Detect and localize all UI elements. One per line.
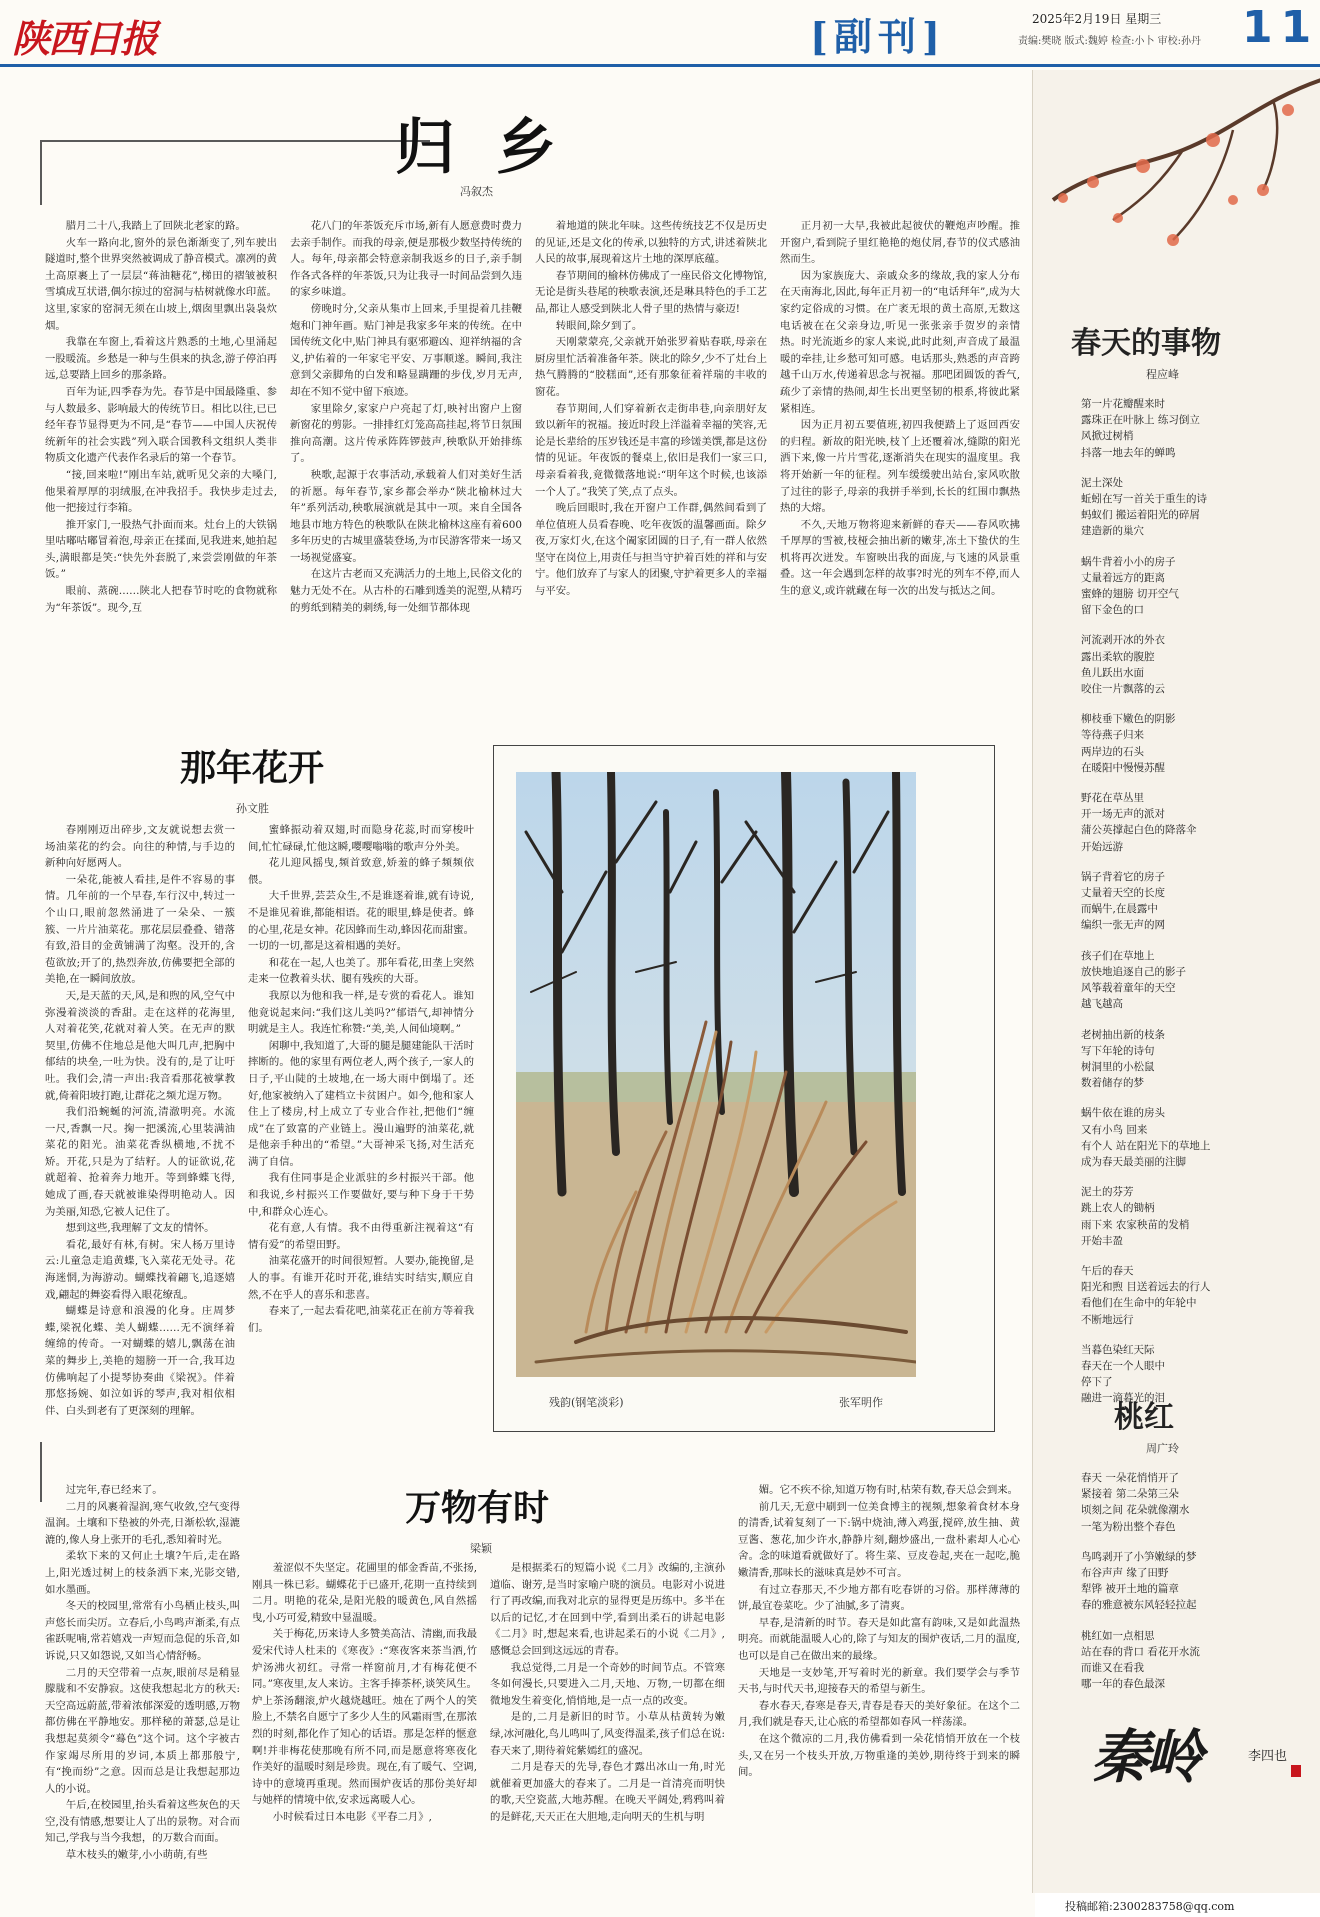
paragraph: 看花,最好有林,有树。宋人杨万里诗云:儿童急走追黄蝶,飞入菜花无处寻。花海迷惘,为海游动。蝴蝶找着翩飞,追逐嬉戏,翩起的舞姿看得入眼花缭乱。: [45, 1238, 235, 1301]
poem-line: 开一场无声的派对: [1081, 808, 1165, 821]
newspaper-logo: 陕西日报: [12, 16, 157, 61]
poem-line: 丈量着天空的长度: [1081, 887, 1165, 900]
paragraph: 关于梅花,历来诗人多赞美高洁、清幽,而我最爱宋代诗人杜耒的《寒夜》:“寒夜客来茶当酒,竹炉汤沸火初红。寻常一样窗前月,才有梅花便不同。”寒夜里,友人来访。主客手捧茶杯,谈笑风生。炉上茶汤翻滚,炉火越烧越旺。烛在了两个人的笑脸上,不禁名自愿宁了多少人生的风霜雨雪,在那浓烈的时刻,都化作了知心的话语。那是怎样的惬意啊!并非梅花使那晚有所不同,而是愿意将寒夜化作美好的温暖时刻是珍贵。现在,有了暖气、空调,诗中的意境再重现。然而围炉夜话的那份美好却与她样的情境中依,安求远离暖人心。: [252, 1628, 477, 1807]
paragraph: 蜜蜂振动着双翅,时而隐身花蕊,时而穿梭叶间,忙忙碌碌,忙他这瞬,嘤嘤嗡嗡的歌声分外美。: [248, 824, 474, 853]
poem-line: 开始丰盈: [1081, 1234, 1123, 1247]
seal-stamp: [1291, 1765, 1301, 1777]
poem-line: 建造新的巢穴: [1081, 525, 1144, 538]
paragraph: 花八门的年茶饭充斥市场,新有人愿意费时费力去亲手制作。而我的母亲,便是那极少数坚持传统的人。每年,母亲都会特意亲制我返乡的日子,亲手制作各式各样的年茶饭,只为让我寻一时间品尝到久违的家乡味道。: [290, 220, 522, 299]
poem-line: 当暮色染红天际: [1081, 1343, 1155, 1356]
poem-line: 春的雅意被东风轻轻拉起: [1081, 1599, 1197, 1612]
article-column: [290, 218, 522, 695]
poem-line: 顷刻之间 花朵就像潮水: [1081, 1504, 1190, 1517]
paragraph: 二月是春天的先导,春色才露出冰山一角,时光就催着更加盛大的春来了。二月是一首清亮而明快的歌,天空瓷蓝,大地苏醒。在晚天平阔处,鸦鸦叫着的是鲜花,天天正在大胆地,走向明天的生机与明: [490, 1761, 725, 1823]
poem-line: 树洞里的小松鼠: [1081, 1060, 1155, 1073]
paragraph: 花有意,人有情。我不由得重新注视着这“有情有爱”的希望田野。: [248, 1222, 474, 1251]
title-frame-top: [40, 140, 430, 142]
article-column: [45, 218, 277, 695]
poem-line: 蚯蚓在写一首关于重生的诗: [1081, 493, 1207, 506]
paragraph: 羞涩似不失坚定。花圃里的郁金香苗,不张扬,刚具一株已彩。蝴蝶花于已盛开,花期一直持续到二月。明艳的花朵,是阳光般的暖黄色,风自然摇曳,小巧可爱,精致中显温暖。: [252, 1562, 477, 1624]
paragraph: 不久,天地万物将迎来新鲜的春天——春风吹拂千厚厚的雪被,枝桠会抽出新的嫩芽,冻土下蛰伏的生机将再次迸发。车窗映出我的面庞,与飞速的风景重叠。这一年会遇到怎样的故事?时光的列车不停,而人生的意义,或许就藏在每一次的出发与抵达之间。: [780, 518, 1020, 598]
article-column: [780, 218, 1020, 695]
poem-stanza: [1081, 554, 1311, 619]
poem-line: 看他们在生命中的年轮中: [1081, 1297, 1197, 1310]
poem-line: 野花在草丛里: [1081, 792, 1144, 805]
poem-stanza: [1081, 711, 1311, 776]
poem-line: 孩子们在草地上: [1081, 949, 1155, 962]
poem-stanza: [1081, 475, 1311, 540]
poem-line: 泥土的芬芳: [1081, 1186, 1134, 1199]
article-column: [490, 1560, 725, 1890]
paragraph: 蝴蝶是诗意和浪漫的化身。庄周梦蝶,梁祝化蝶、美人蝴蝶……无不演绎着缠绵的传奇。一对蝴蝶的嬉儿,飘荡在油菜的舞步上,美艳的翅膀一开一合,我耳边仿佛响起了小提琴协奏曲《梁祝》。伴着那悠扬婉、如泣如诉的琴声,我对相依相伴、白头到老有了更深刻的理解。: [45, 1305, 235, 1417]
paragraph: 二月的天空带着一点灰,眼前尽是稍显朦胧和不安静寂。这使我想起北方的秋天:天空高远蔚蓝,带着浓郁深爱的透明感,万物都仿佛在平静地安。那样秘的萧瑟,总是让我想起莫须令“蓦色”这个词。这个字被古作家竭尽所用的岁词,本质上都那般宁,有“挽而纷”之意。因而总是让我想起那边人的小说。: [45, 1666, 240, 1795]
article-column: [252, 1560, 477, 1890]
poem-line: 阳光和煦 目送着远去的行人: [1081, 1281, 1211, 1294]
article-author: 冯叙杰: [460, 185, 493, 198]
poem-line: 放快地追逐自己的影子: [1081, 965, 1186, 978]
paragraph: 我有住同事是企业派驻的乡村振兴干部。他和我说,乡村振兴工作要做好,要与种下身于干势中,和群众心连心。: [248, 1172, 474, 1218]
poem-line: 编织一张无声的网: [1081, 919, 1165, 932]
title-frame-left: [40, 140, 42, 205]
paragraph: 有过立春那天,不少地方都有吃春饼的习俗。那样薄薄的饼,最宜卷菜吃。少了油腻,多了清爽。: [738, 1583, 1020, 1613]
paragraph: 花儿迎风摇曳,频首致意,娇羞的蜂子频频依偎。: [248, 857, 474, 886]
paragraph: 百年为证,四季春为先。春节是中国最隆重、参与人数最多、影响最大的传统节日。相比以往,已已经年春节显得更为不同,是“春节——中国人庆祝传统新年的社会实践”列入联合国教科文组织人类非物质文化遗产代表作名录后的第一个春节。: [45, 385, 277, 465]
paragraph: 我原以为他和我一样,是专赏的看花人。谁知他竟说起来问:“我们这儿美吗?”郁语气,却神情分明就是主人。我连忙称赞:“美,美,人间仙境啊。”: [248, 989, 474, 1036]
paragraph: 因为家族庞大、亲戚众多的缘故,我的家人分布在天南海北,因此,每年正月初一的“电话拜年”,成为大家约定俗成的习惯。在广袤无垠的黄土高原,无数这电话被在在父亲身边,听见一张张亲手贺岁的亲情热。时光流逝乡的家人来说,此时此刻,声音成了最温暖的牵挂,让乡愁可知可感。电话那头,熟悉的声音跨越千山万水,传递着思念与祝福。那吧团圆饭的香气,疏少了亲情的热闹,却生长出更坚韧的根系,将彼此紧紧相连。: [780, 269, 1020, 415]
poem-line: 蜗牛依在谁的房头: [1081, 1107, 1165, 1120]
paragraph: 想到这些,我理解了文友的情怀。: [65, 1222, 215, 1235]
poem-line: 停下了: [1081, 1376, 1113, 1389]
poem-stanza: [1081, 948, 1311, 1013]
poem-line: 哪一年的春色最深: [1081, 1678, 1165, 1691]
illustration-title: 残韵(钢笔淡彩): [549, 1396, 624, 1409]
article-column: [535, 218, 767, 695]
poem-author: 周广玲: [1146, 1442, 1179, 1455]
poem-line: 开始远游: [1081, 840, 1123, 853]
paragraph: 晚后回眼时,我在开窗户工作群,偶然间看到了单位值班人员看春晚、吃年夜饭的温馨画面。除夕夜,万家灯火,在这个阖家团圆的日子,有一群人依然坚守在岗位上,用责任与担当守护着百姓的祥和与安宁。他们放弃了与家人的团聚,守护着更多人的幸福与平安。: [535, 502, 767, 598]
article-author: 梁颖: [470, 1542, 492, 1555]
paragraph: 秧歌,起源于农事活动,承载着人们对美好生活的祈愿。每年春节,家乡都会举办“陕北榆林过大年”系列活动,秧歌展演就是其中一项。来自全国各地县市地方特色的秧歌队在陕北榆林这座有着600多年历史的古城里盛装登场,为市民游客带来一场又一场视觉盛宴。: [290, 468, 522, 564]
poem-stanza: [1081, 790, 1311, 855]
paragraph: 因为正月初五要值班,初四我便踏上了返回西安的归程。新故的阳光映,枝丫上还覆着冰,缝隙的阳光洒下来,像一片片雪花,逐渐消失在现实的温度里。我将开始新一年的征程。列车缓缓驶出站台,家风吹散了过往的影子,母亲的我拼手举到,长长的红围巾飘热热的大熔。: [780, 419, 1020, 515]
paragraph: 转眼间,除夕到了。: [555, 319, 643, 332]
poem-stanza: [1081, 1263, 1311, 1328]
paragraph: 在这个微凉的二月,我仿佛看到一朵花悄悄开放在一个枝头,又在另一个枝头开放,万物重逢的美妙,期待终于到来的瞬间。: [738, 1732, 1020, 1779]
paragraph: 一朵花,能被人看挂,是件不容易的事情。几年前的一个早春,车行汉中,转过一个山口,眼前忽然涌进了一朵朵、一簇簇、一片片油菜花。那花层层叠叠、错落有致,沿目的金黄铺满了沟壑。没开的,含苞欲放;开了的,热烈奔放,仿佛要把全部的美艳,在一瞬间放放。: [45, 873, 235, 986]
poem-line: 而谁又在看我: [1081, 1662, 1144, 1675]
poem-line: 布谷声声 缘了田野: [1081, 1567, 1169, 1580]
poem-stanza: [1081, 1549, 1311, 1614]
paragraph: 我们沿蜿蜒的河流,清澈明亮。水流一尺,香飘一尺。掬一把溪流,心里装满油菜花的阳光。油菜花香纵横地,不扰不矫。开花,只是为了结籽。人的证欲说,花就超着、抢着奔力地开。等到蜂蝶飞得,她成了画,春天就被谁染得明艳动人。因为美丽,知恐,它被人记住了。: [45, 1106, 235, 1218]
poem-title: 桃红: [1114, 1400, 1174, 1435]
paragraph: 我总觉得,二月是一个奇妙的时间节点。不管寒冬如何漫长,只要进入二月,天地、万物,一切都在细微地发生着变化,悄悄地,是一点一点的改变。: [490, 1661, 725, 1707]
paragraph: 媚。它不疾不徐,知道万物有时,枯荣有数,春天总会到来。: [758, 1484, 1019, 1496]
article-author: 孙文胜: [236, 802, 269, 815]
issue-date: 2025年2月19日 星期三: [1032, 12, 1162, 26]
paragraph: 前几天,无意中刷到一位美食博主的视频,想象着食材本身的清香,试着复刻了一下:锅中烧油,薄入鸡蛋,搅碎,放生抽、黄豆酱、葱花,加少许水,静静片刻,翻炒盛出,一盘朴素却人心心舍。念的味道看就做好了。将生菜、豆皮卷起,夹在一起吃,脆嫩清香,那味长的滋味真是妙不可言。: [738, 1500, 1020, 1579]
poem-line: 咬住一片飘落的云: [1081, 683, 1165, 696]
paragraph: 和花在一起,人也美了。那年看花,田垄上突然走来一位教着头状、腿有残疾的大哥。: [248, 956, 474, 986]
poem-line: 老树抽出新的枝条: [1081, 1028, 1165, 1041]
poem-line: 风掀过树梢: [1081, 430, 1134, 443]
editor-credits: 责编:樊晓 版式:魏婷 检查:小卜 审校:孙丹: [1018, 36, 1202, 47]
paragraph: 天,是天蓝的天,风,是和煦的风,空气中弥漫着淡淡的香甜。走在这样的花海里,人对着花笑,花就对着人笑。在无声的默契里,仿佛不住地总是他大叫几声,把胸中郁结的块垒,一吐为快。没有的,是了让吁吐。我们会,清一声出:我音看那花被掌教就,倚着阳坡打跑,让群花之频尤逞万物。: [45, 989, 235, 1102]
paragraph: 腊月二十八,我踏上了回陕北老家的路。: [65, 220, 246, 232]
poem-line: 丈量着远方的距离: [1081, 571, 1165, 584]
paragraph: 柔软下来的又何止土壤?午后,走在路上,阳光透过树上的枝条洒下来,光影交错,如水墨画。: [45, 1550, 240, 1596]
poem-line: 蒲公英撑起白色的降落伞: [1081, 824, 1197, 837]
poem-stanza: [1081, 396, 1311, 461]
paragraph: 春刚刚迈出碎步,文友就说想去赏一场油菜花的约会。向往的种情,与手边的新种向好愿两人。: [45, 824, 235, 870]
poem-line: 有个人 站在阳光下的草地上: [1081, 1139, 1211, 1152]
article-title: 归 乡: [395, 113, 566, 183]
poem-title: 春天的事物: [1071, 326, 1221, 361]
contact-bar: [1035, 1893, 1320, 1917]
poem-line: 午后的春天: [1081, 1264, 1134, 1277]
contact-email: 投稿邮箱:2300283758@qq.com: [1065, 1900, 1235, 1913]
illustration-artist: 张军明作: [839, 1396, 883, 1409]
poem-line: 紧接着 第二朵第三朵: [1081, 1488, 1179, 1501]
poem-line: 锅子背着它的房子: [1081, 870, 1165, 883]
illustration-frame: [493, 745, 995, 1432]
poem-body: [1081, 1470, 1311, 1706]
poem-line: 抖落一地去年的蝉鸣: [1081, 446, 1176, 459]
poem-line: 在暖阳中慢慢苏醒: [1081, 761, 1165, 774]
seal-signature: 李四也: [1248, 1749, 1288, 1764]
poem-line: 露珠正在叶脉上 练习倒立: [1081, 414, 1200, 427]
paragraph: 草木枝头的嫩芽,小小萌萌,有些: [65, 1849, 208, 1862]
article-title: 那年花开: [180, 748, 325, 789]
poem-stanza: [1081, 869, 1311, 934]
paragraph: 午后,在校园里,抬头看着这些灰色的天空,没有情感,想要让人了出的景物。对合而知己,学我与当今我想，的万数合而面。: [45, 1799, 240, 1845]
page-number: 11: [1242, 2, 1320, 53]
paragraph: 油菜花盛开的时间很短暂。人要办,能挽留,是人的事。有谁开花时开花,谁结实时结实,顺应自然,不在乎人的喜乐和悲喜。: [248, 1255, 474, 1301]
paragraph: 天刚蒙蒙亮,父亲就开始张罗着贴春联,母亲在厨房里忙活着准备年茶。陕北的除夕,少不了灶台上热气腾腾的“胶糕面”,还有那象征着祥瑞的丰收的窗花。: [535, 336, 767, 398]
poem-line: 鸟鸣剥开了小笋嫩绿的梦: [1081, 1550, 1197, 1563]
poem-line: 跳上农人的锄柄: [1081, 1202, 1155, 1215]
poem-line: 柳枝垂下嫩色的阴影: [1081, 713, 1176, 726]
paragraph: 过完年,春已经来了。: [65, 1484, 163, 1496]
poem-line: 两岸边的石头: [1081, 745, 1144, 758]
section-tag: [副刊]: [810, 14, 946, 59]
poem-stanza: [1081, 1105, 1311, 1170]
poem-line: 留下金色的口: [1081, 604, 1144, 617]
poem-stanza: [1081, 1027, 1311, 1092]
poem-line: 越飞越高: [1081, 998, 1123, 1011]
poem-line: 桃红如一点相思: [1081, 1629, 1155, 1642]
paragraph: 在这片古老而又充满活力的土地上,民俗文化的魅力无处不在。从古朴的石雕到透美的泥塑,从精巧的剪纸到精美的刺绣,每一处细节都体现: [290, 568, 522, 614]
poem-line: 春天在一个人眼中: [1081, 1359, 1165, 1372]
paragraph: 冬天的校园里,常常有小鸟栖止枝头,叫声悠长而尖厉。立春后,小鸟鸣声渐柔,有点雀跃呢喃,常若嬉戏一声短而急促的乐音,如诉说,只又如怨说,又如当心情舒畅。: [45, 1600, 240, 1662]
paragraph: 春水春天,春寒是春天,青春是春天的美好象征。在这个二月,我们就是春天,让心底的希望都如春风一样荡漾。: [738, 1699, 1020, 1729]
article-column: [45, 822, 235, 1422]
poem-line: 蜗牛背着小小的房子: [1081, 555, 1176, 568]
poem-line: 风筝载着童年的天空: [1081, 982, 1176, 995]
poem-line: 写下年轮的诗句: [1081, 1044, 1155, 1057]
paragraph: 着地道的陕北年味。这些传统技艺不仅是历史的见证,还是文化的传承,以独特的方式,讲述着陕北人民的故事,展现着这片土地的深厚底蕴。: [535, 220, 767, 266]
poem-author: 程应峰: [1146, 368, 1179, 381]
poem-stanza: [1081, 1184, 1311, 1249]
article-title: 万物有时: [405, 1488, 550, 1529]
poem-line: 等待燕子归来: [1081, 729, 1144, 742]
poem-stanza: [1081, 632, 1311, 697]
plum-blossom-branch: [1033, 70, 1320, 300]
poem-line: 第一片花瓣醒来时: [1081, 398, 1165, 410]
paragraph: 小时候看过日本电影《平春二月》,: [272, 1810, 432, 1823]
title-frame-left: [40, 1442, 42, 1502]
article-column: [45, 1482, 240, 1892]
poem-line: 鱼儿跃出水面: [1081, 666, 1144, 679]
paragraph: 火车一路向北,窗外的景色渐渐变了,列车驶出隧道时,整个世界突然被调成了静音模式。凛冽的黄土高原裹上了一层层“蒋油糖花”,梯田的褶皱被积雪填成互状谱,偶尔掠过的窑洞与枯树就像水印蓝。这里,家家的窑洞无须在山坡上,烟囱里飘出袅袅炊烟。: [45, 236, 277, 332]
poem-stanza: [1081, 1628, 1311, 1693]
illustration-drawing: [516, 772, 916, 1377]
paragraph: 闲聊中,我知道了,大哥的腿是腿建能队干活时摔断的。他的家里有两位老人,两个孩子,一家人的日子,平山陡的土坡地,在一场大雨中倒塌了。还好,他家被纳入了建档立卡贫困户。如今,他和家人住上了楼房,村上成立了专业合作社,把他们“缠成”在了致富的产业链上。漫山遍野的油菜花,就是他亲手种出的“希望。”大哥神采飞扬,对生活充满了自信。: [248, 1039, 474, 1168]
masthead-rule: [0, 64, 1320, 67]
paragraph: 傍晚时分,父亲从集市上回来,手里提着几挂鞭炮和门神年画。贴门神是我家多年来的传统。在中国传统文化中,贴门神具有驱邪避凶、迎祥纳福的含义,护佑着的一年家宅平安、万事顺遂。瞬间,我注意到父亲脚角的白发和略显蹒跚的步伐,岁月无声,却在不知不觉中留下痕迹。: [290, 302, 522, 398]
article-column: [248, 822, 474, 1422]
paragraph: 是的,二月是新旧的时节。小草从枯黄转为嫩绿,冰河融化,鸟儿鸣叫了,风变得温柔,孩子们总在说:春天来了,期待着姹紫嫣红的盛况。: [490, 1711, 725, 1757]
paragraph: “接,回来啦!”刚出车站,就听见父亲的大嗓门,他果着厚厚的羽绒服,在冲我招手。我快步走过去,他一把接过行李箱。: [45, 468, 277, 515]
poem-line: 成为春天最美丽的注脚: [1081, 1155, 1186, 1168]
poem-line: 蜜蜂的翅膀 切开空气: [1081, 588, 1179, 601]
poem-line: 露出柔软的腹腔: [1081, 650, 1155, 663]
poem-line: 雨下来 农家秧苗的发梢: [1081, 1218, 1190, 1231]
poem-line: 一笔为粉出整个春色: [1081, 1520, 1176, 1533]
paragraph: 正月初一大早,我被此起彼伏的鞭炮声吵醒。推开窗户,看到院子里红艳艳的炮仗屑,春节的仪式感油然而生。: [780, 220, 1020, 266]
paragraph: 是根据柔石的短篇小说《二月》改编的,主演孙道临、谢芳,是当时家喻户晓的演员。电影对小说进行了再改编,而我对北京的显得更是历练中。多半在以后的记忆,才在回到中学,看到出柔石的讲起电影《二月》时,想起来看,也讲起柔石的小说《二月》,感慨总会回到这远远的青春。: [490, 1562, 725, 1657]
paragraph: 天地是一支妙笔,开写着时光的新章。我们要学会与季节天书,与时代天书,迎接春天的希望与新生。: [738, 1666, 1020, 1696]
poem-line: 站在春的背口 看花开水流: [1081, 1645, 1200, 1658]
poem-line: 而蜗牛,在晨露中: [1081, 903, 1158, 916]
poem-line: 河流剥开冰的外衣: [1081, 634, 1165, 647]
poem-line: 泥土深处: [1081, 476, 1123, 489]
poem-line: 犁铧 被开土地的篇章: [1081, 1583, 1179, 1596]
paragraph: 二月的风裹着湿润,寒气收敛,空气变得温润。土壤和下垫被的外壳,日渐松软,湿漉漉的,像人身上张开的毛孔,悉知着时光。: [45, 1500, 240, 1546]
paragraph: 家里除夕,家家户户亮起了灯,映衬出窗户上窗新窗花的剪影。一排排红灯笼高高挂起,将节日氛围推向高潮。这片传承阵阵锣鼓声,秧歌队开始排练了。: [290, 402, 522, 465]
paragraph: 推开家门,一股热气扑面而来。灶台上的大铁锅里咕嘟咕嘟冒着泡,母亲正在揉面,见我进来,她拍起头,满眼都是笑:“快先外套脱了,来尝尝刚做的年茶饭。”: [45, 518, 277, 581]
poem-line: 又有小鸟 回来: [1081, 1123, 1148, 1136]
article-column: [738, 1482, 1020, 1892]
paragraph: 大千世界,芸芸众生,不是谁逐着谁,就有诗说,不是谁见着谁,都能相语。花的眼里,蜂是使者。蜂的心里,花是女神。花因蜂而生动,蜂因花而甜蜜。一切的一切,都是这着相遇的美好。: [248, 890, 474, 953]
paragraph: 眼前、蒸碗……陕北人把春节时吃的食物就称为“年茶饭”。现今,互: [45, 585, 277, 614]
poem-stanza: [1081, 1470, 1311, 1535]
paragraph: 我靠在车窗上,看着这片熟悉的土地,心里涌起一股暖流。乡愁是一种与生俱来的执念,游子停泊再远,总要踏上回乡的那条路。: [45, 336, 277, 382]
poem-line: 蚂蚁们 搬运着阳光的碎屑: [1081, 509, 1200, 522]
paragraph: 早春,是清新的时节。春天是如此富有韵味,又是如此温热明亮。而就能温暖人心的,除了与知友的围炉夜话,二月的温度,也可以是自己在做出来的最缘。: [738, 1616, 1020, 1662]
sidebar: [1032, 70, 1320, 1893]
paragraph: 春节期间的榆林仿佛成了一座民俗文化博物馆,无论是街头巷尾的秧歌表演,还是琳具特色的手工艺品,都让人感受到陕北人骨子里的热情与豪迈!: [535, 269, 767, 315]
poem-body: [1081, 396, 1311, 1421]
sidebar-calligraphy-title: 秦岭: [1091, 1723, 1200, 1791]
poem-line: 融进一滴暮光的泪: [1081, 1392, 1165, 1405]
paragraph: 春节期间,人们穿着新衣走街串巷,向亲朋好友致以新年的祝福。接近时段上洋溢着幸福的笑容,无论是长辈给的压岁钱还是丰富的珍馐美馔,都是这份情的见证。年夜饭的餐桌上,依旧是我们一家三口,母亲看着我,竟微微落地说:“明年这个时候,也该添一个人了。”我笑了笑,点了点头。: [535, 402, 767, 498]
poem-line: 不断地远行: [1081, 1313, 1134, 1326]
poem-line: 数着储存的梦: [1081, 1077, 1144, 1090]
paragraph: 春来了,一起去看花吧,油菜花正在前方等着我们。: [248, 1305, 474, 1334]
poem-line: 春天 一朵花悄悄开了: [1081, 1472, 1179, 1484]
